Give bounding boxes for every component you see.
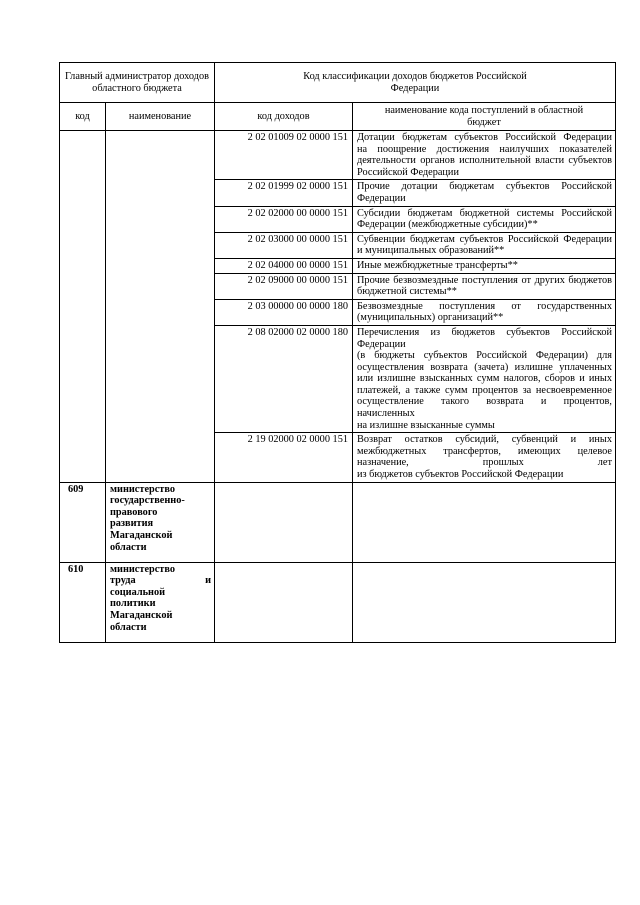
admin-row (60, 562, 616, 642)
admin-income-name-empty (353, 482, 616, 562)
income-code: 2 02 04000 00 0000 151 (215, 258, 353, 273)
income-code: 2 19 02000 02 0000 151 (215, 433, 353, 482)
income-name-line: из бюджетов субъектов Российской Федерации (357, 469, 564, 481)
income-name-line: Возврат остатков субсидий, субвенций и иных межбюджетных трансфертов, имеющих целевое назначение, прошлых лет (357, 434, 612, 469)
income-name-line: на поощрение достижения наилучших показателей деятельности органов исполнительной власти субъектов Российской Федерации (357, 143, 612, 178)
admin-name (106, 482, 215, 562)
income-name (353, 206, 616, 232)
col-income-code-header: код доходов (215, 103, 353, 131)
income-name-line: (в бюджеты субъектов Российской Федерации) для осуществления возврата (зачета) излишне уплаченных (357, 350, 612, 373)
income-name-line: Иные межбюджетные трансферты** (357, 259, 518, 271)
income-name (353, 433, 616, 482)
admin-name (106, 562, 215, 642)
admin-number: 610 (60, 562, 106, 642)
income-row (60, 131, 616, 180)
income-name-line: Дотации бюджетам субъектов Российской Федерации (357, 132, 612, 143)
income-code: 2 03 00000 00 0000 180 (215, 299, 353, 325)
income-name-line: Субсидии бюджетам бюджетной системы Российской Федерации (межбюджетные субсидии)** (357, 207, 612, 231)
income-code: 2 02 01009 02 0000 151 (215, 131, 353, 180)
income-name (353, 273, 616, 299)
income-name-line: на излишне взысканные суммы (357, 419, 495, 431)
income-name-line: Безвозмездные поступления от государственных (муниципальных) организаций** (357, 300, 612, 324)
classification-header: Код классификации доходов бюджетов Российской Федерации (215, 63, 616, 103)
income-name-line: Субвенции бюджетам субъектов Российской Федерации (357, 233, 612, 245)
income-code: 2 08 02000 02 0000 180 (215, 325, 353, 432)
admin-name-line: Магаданской (110, 530, 173, 541)
income-name (353, 299, 616, 325)
income-name-line: Перечисления из бюджетов субъектов Российской Федерации (357, 326, 612, 350)
col-name-header: наименование (106, 103, 215, 131)
admin-income-code-empty (215, 482, 353, 562)
admin-name-line: развития (110, 518, 154, 530)
admin-name-line: Магаданской (110, 610, 173, 621)
admin-name-line: области (110, 621, 147, 633)
income-name (353, 180, 616, 206)
income-code: 2 02 03000 00 0000 151 (215, 232, 353, 258)
admin-name-line: политики (110, 598, 156, 610)
income-name (353, 131, 616, 180)
admin-name-line: социальной (110, 586, 166, 598)
income-code: 2 02 02000 00 0000 151 (215, 206, 353, 232)
admin-name-line: области (110, 541, 147, 553)
income-code: 2 02 01999 02 0000 151 (215, 180, 353, 206)
income-name-line: Прочие дотации бюджетам субъектов Российской Федерации (357, 181, 612, 204)
admin-row (60, 482, 616, 562)
col-code-header: код (60, 103, 106, 131)
admin-name-line: государственно- (110, 495, 185, 507)
admin-name-line: министерство (110, 483, 176, 495)
admin-code-cell (60, 131, 106, 483)
income-name (353, 232, 616, 258)
col-income-name-header: наименование кода поступлений в областной бюджет (353, 103, 616, 131)
admin-income-code-empty (215, 562, 353, 642)
admin-name-line: министерство (110, 563, 176, 575)
admin-name-cell (106, 131, 215, 483)
income-name (353, 325, 616, 432)
income-name-line: или излишне взысканных сумм налогов, сборов и иных платежей, а также сумм процентов за несвоевременное осуществление такого возврата и процентов, начисленных (357, 373, 612, 420)
admin-income-name-empty (353, 562, 616, 642)
admin-group-header: Главный администратор доходов областного бюджета (60, 63, 215, 103)
income-name-line: Прочие безвозмездные поступления от других бюджетов бюджетной системы** (357, 274, 612, 298)
income-name-line: и муниципальных образований** (357, 245, 505, 257)
admin-number: 609 (60, 482, 106, 562)
income-code: 2 02 09000 00 0000 151 (215, 273, 353, 299)
admin-name-line: труда и (110, 575, 211, 587)
income-classification-table (59, 62, 616, 643)
income-name (353, 258, 616, 273)
admin-name-line: правового (110, 506, 158, 518)
